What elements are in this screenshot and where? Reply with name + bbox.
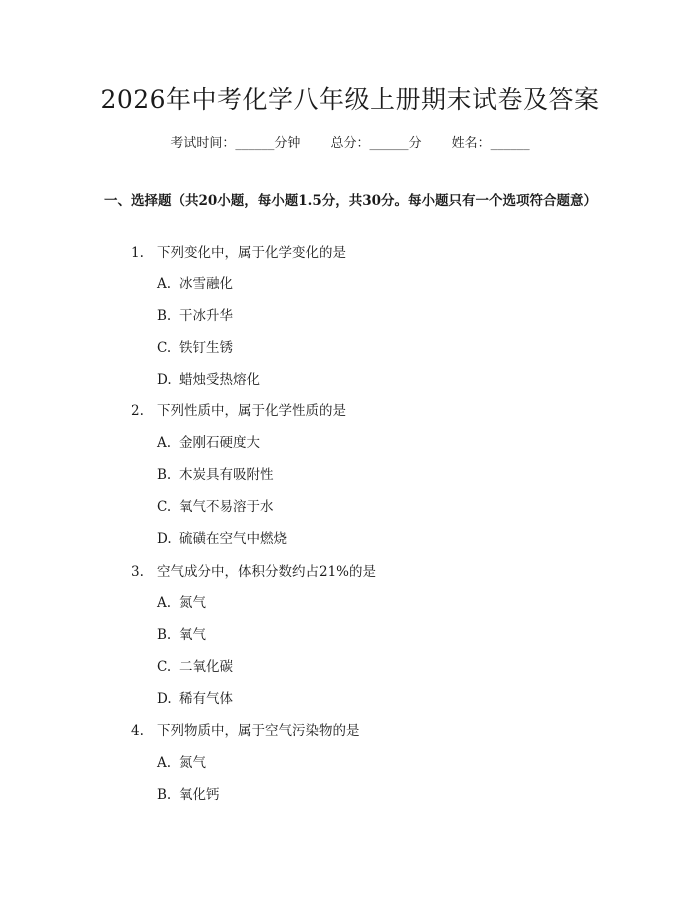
option-label: B. <box>157 787 172 803</box>
question-option <box>157 466 577 484</box>
option-label: D. <box>157 372 172 388</box>
question-text: 下列性质中，属于化学性质的是 <box>157 403 346 419</box>
option-text: 冰雪融化 <box>179 276 233 292</box>
option-text: 干冰升华 <box>179 308 233 324</box>
question <box>131 722 591 740</box>
total-score-field: 总分：______分 <box>330 136 422 151</box>
option-label: A. <box>157 595 172 611</box>
option-label: B. <box>157 467 172 483</box>
exam-title: 2026年中考化学八年级上册期末试卷及答案 <box>100 85 600 114</box>
question-option <box>157 626 577 644</box>
question-option <box>157 434 577 452</box>
question-option <box>157 371 577 389</box>
question-option <box>157 754 577 772</box>
question <box>131 563 591 581</box>
question <box>131 402 591 420</box>
option-label: D. <box>157 531 172 547</box>
option-label: C. <box>157 340 172 356</box>
question-text: 空气成分中，体积分数约占21%的是 <box>157 564 377 580</box>
question-option <box>157 498 577 516</box>
option-text: 金刚石硬度大 <box>179 435 260 451</box>
option-text: 铁钉生锈 <box>179 340 233 356</box>
question-option <box>157 690 577 708</box>
question-number: 4. <box>131 723 144 739</box>
option-text: 氮气 <box>179 595 206 611</box>
question <box>131 244 591 262</box>
section-heading-choice: 一、选择题（共20小题，每小题1.5分，共30分。每小题只有一个选项符合题意） <box>104 193 598 209</box>
question-number: 3. <box>131 564 144 580</box>
question-option <box>157 275 577 293</box>
option-label: D. <box>157 691 172 707</box>
option-label: A. <box>157 755 172 771</box>
question-text: 下列变化中，属于化学变化的是 <box>157 245 346 261</box>
option-label: C. <box>157 499 172 515</box>
option-label: A. <box>157 276 172 292</box>
option-text: 硫磺在空气中燃烧 <box>179 531 287 547</box>
option-text: 木炭具有吸附性 <box>179 467 274 483</box>
question-number: 1. <box>131 245 144 261</box>
question-option <box>157 307 577 325</box>
option-text: 氮气 <box>179 755 206 771</box>
option-label: B. <box>157 627 172 643</box>
question-text: 下列物质中，属于空气污染物的是 <box>157 723 360 739</box>
question-option <box>157 530 577 548</box>
option-text: 氧气 <box>179 627 206 643</box>
option-text: 稀有气体 <box>179 691 233 707</box>
option-text: 二氧化碳 <box>179 659 233 675</box>
option-label: A. <box>157 435 172 451</box>
question-option <box>157 786 577 804</box>
question-option <box>157 658 577 676</box>
question-number: 2. <box>131 403 144 419</box>
option-text: 氧气不易溶于水 <box>179 499 274 515</box>
option-text: 氧化钙 <box>179 787 220 803</box>
question-option <box>157 339 577 357</box>
question-option <box>157 594 577 612</box>
option-label: C. <box>157 659 172 675</box>
exam-time-field: 考试时间：______分钟 <box>170 136 301 151</box>
student-name-field: 姓名：______ <box>451 136 530 151</box>
option-label: B. <box>157 308 172 324</box>
option-text: 蜡烛受热熔化 <box>179 372 260 388</box>
exam-info-row <box>0 132 700 151</box>
